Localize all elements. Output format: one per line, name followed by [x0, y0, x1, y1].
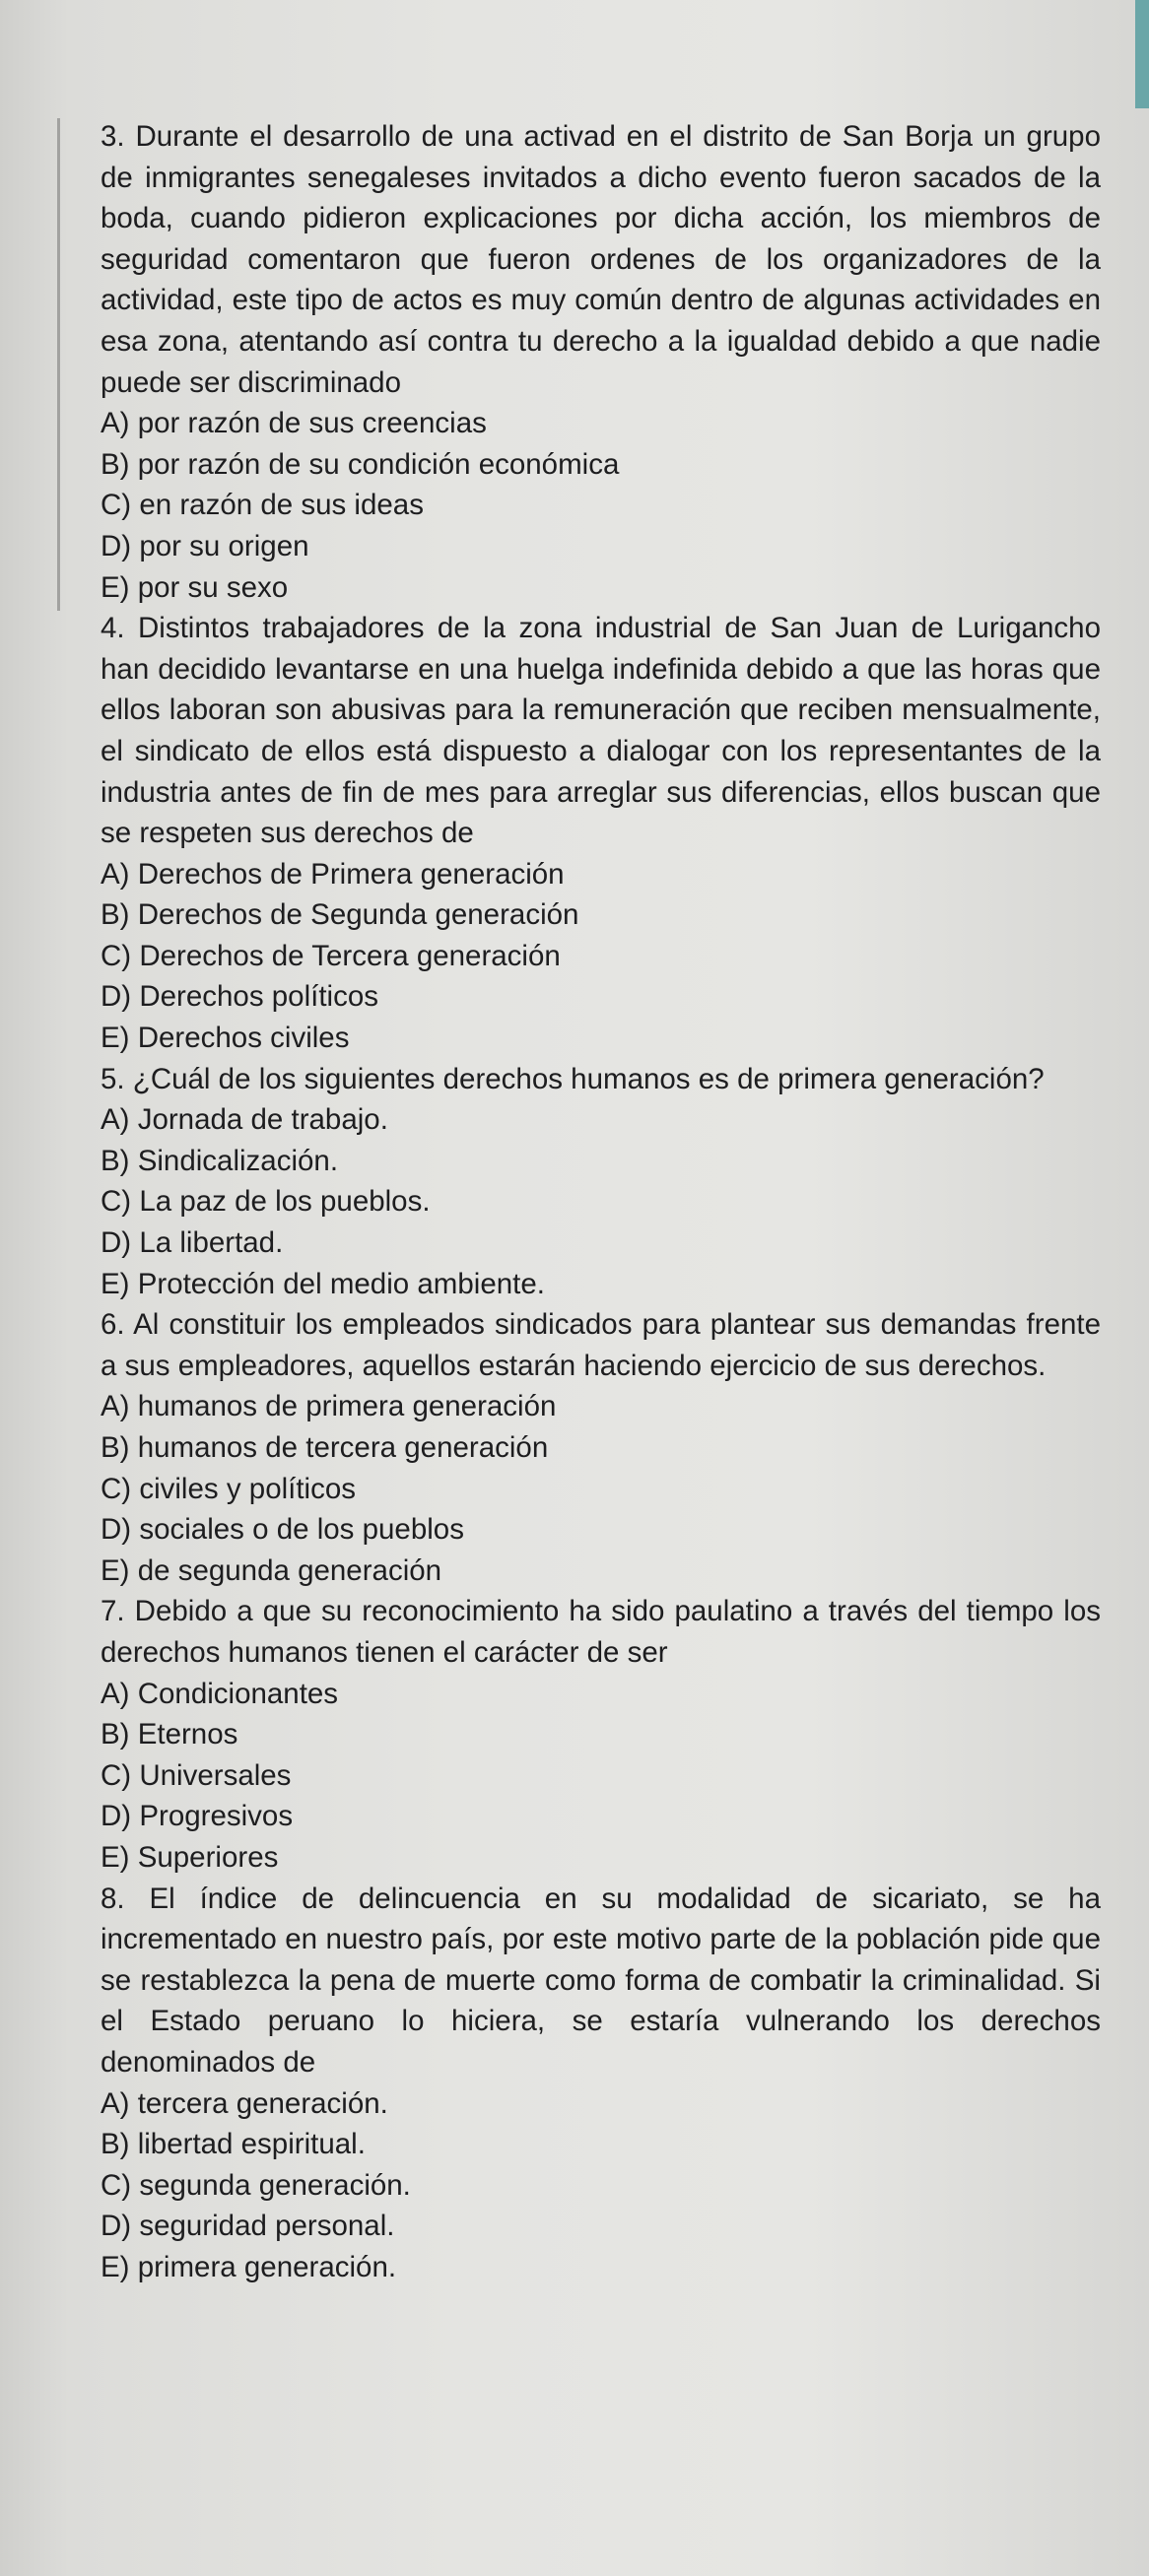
question-list [101, 116, 1101, 2287]
question-3-option-a[interactable]: A) por razón de sus creencias [101, 407, 487, 440]
question-5-option-b[interactable]: B) Sindicalización. [101, 1144, 339, 1177]
page-edge-strip [1135, 0, 1149, 108]
question-8-options [101, 2083, 1101, 2288]
question-6-option-b[interactable]: B) humanos de tercera generación [101, 1431, 549, 1464]
question-8-option-c[interactable]: C) segunda generación. [101, 2168, 411, 2202]
question-6-option-e[interactable]: E) de segunda generación [101, 1553, 442, 1587]
question-4-option-a[interactable]: A) Derechos de Primera generación [101, 857, 565, 891]
question-3-option-e[interactable]: E) por su sexo [101, 570, 289, 604]
question-3 [101, 116, 1101, 608]
question-7-option-e[interactable]: E) Superiores [101, 1840, 279, 1874]
question-3-text: 3. Durante el desarrollo de una activad en el distrito de San Borja un grupo de inmigrantes senegaleses invitados a dicho evento fueron sacados de la boda, cuando pidieron explicaciones por dicha acción, los miembros de seguridad comentaron que fueron ordenes de los organizadores de la actividad, este tipo de actos es muy común dentro de algunas actividades en esa zona, atentando así contra tu derecho a la igualdad debido a que nadie puede ser discriminado [101, 120, 1101, 399]
question-4-option-b[interactable]: B) Derechos de Segunda generación [101, 898, 579, 932]
question-5-options [101, 1099, 1101, 1304]
notebook-margin-line [57, 118, 60, 611]
question-8 [101, 1879, 1101, 2288]
question-6-option-c[interactable]: C) civiles y políticos [101, 1472, 357, 1505]
question-5-option-a[interactable]: A) Jornada de trabajo. [101, 1103, 388, 1137]
question-5 [101, 1059, 1101, 1305]
question-7-text: 7. Debido a que su reconocimiento ha sido paulatino a través del tiempo los derechos humanos tienen el carácter de ser [101, 1595, 1101, 1669]
question-4-option-e[interactable]: E) Derechos civiles [101, 1022, 350, 1055]
question-7-option-b[interactable]: B) Eternos [101, 1718, 238, 1751]
question-3-option-b[interactable]: B) por razón de su condición económica [101, 447, 620, 481]
question-7-option-d[interactable]: D) Progresivos [101, 1800, 294, 1833]
question-4-options [101, 854, 1101, 1059]
question-7-options [101, 1674, 1101, 1879]
question-6 [101, 1304, 1101, 1591]
question-5-option-c[interactable]: C) La paz de los pueblos. [101, 1185, 431, 1219]
question-4-option-c[interactable]: C) Derechos de Tercera generación [101, 939, 561, 972]
question-8-option-e[interactable]: E) primera generación. [101, 2250, 397, 2283]
question-7 [101, 1591, 1101, 1878]
question-3-option-d[interactable]: D) por su origen [101, 529, 309, 562]
question-7-option-a[interactable]: A) Condicionantes [101, 1677, 339, 1710]
question-8-option-a[interactable]: A) tercera generación. [101, 2086, 388, 2120]
question-4-text: 4. Distintos trabajadores de la zona industrial de San Juan de Lurigancho han decidido levantarse en una huelga indefinida debido a que las horas que ellos laboran son abusivas para la remuneración que reciben mensualmente, el sindicato de ellos está dispuesto a dialogar con los representantes de la industria antes de fin de mes para arreglar sus diferencias, ellos buscan que se respeten sus derechos de [101, 612, 1101, 850]
question-3-options [101, 403, 1101, 608]
question-8-text: 8. El índice de delincuencia en su modalidad de sicariato, se ha incrementado en nuestro país, por este motivo parte de la población pide que se restablezca la pena de muerte como forma de combatir la criminalidad. Si el Estado peruano lo hiciera, se estaría vulnerando los derechos denominados de [101, 1882, 1101, 2079]
question-6-options [101, 1386, 1101, 1591]
question-6-option-a[interactable]: A) humanos de primera generación [101, 1390, 557, 1423]
question-3-option-c[interactable]: C) en razón de sus ideas [101, 489, 424, 522]
question-5-text: 5. ¿Cuál de los siguientes derechos humanos es de primera generación? [101, 1062, 1045, 1095]
question-5-option-e[interactable]: E) Protección del medio ambiente. [101, 1267, 545, 1300]
question-8-option-b[interactable]: B) libertad espiritual. [101, 2128, 366, 2161]
question-7-option-c[interactable]: C) Universales [101, 1758, 292, 1792]
question-4 [101, 608, 1101, 1059]
question-8-option-d[interactable]: D) seguridad personal. [101, 2210, 395, 2243]
question-6-text: 6. Al constituir los empleados sindicados para plantear sus demandas frente a sus empleadores, aquellos estarán haciendo ejercicio de sus derechos. [101, 1308, 1101, 1382]
question-5-option-d[interactable]: D) La libertad. [101, 1226, 284, 1260]
question-4-option-d[interactable]: D) Derechos políticos [101, 980, 378, 1014]
question-6-option-d[interactable]: D) sociales o de los pueblos [101, 1513, 464, 1547]
